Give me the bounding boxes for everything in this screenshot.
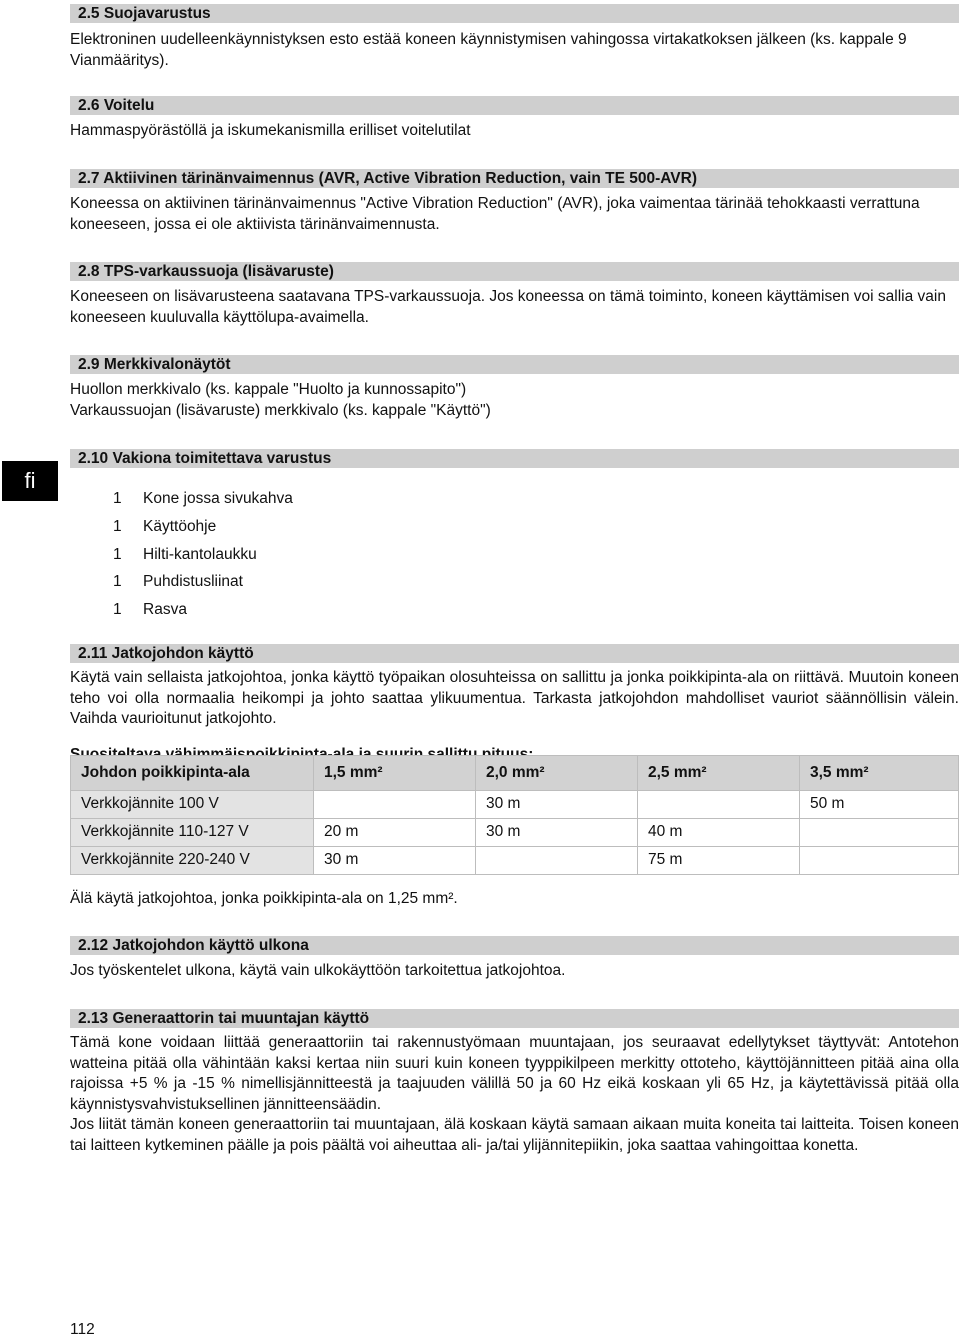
list-item	[70, 572, 959, 600]
section-2-12	[70, 936, 959, 997]
table-header-cell: 2,0 mm²	[476, 756, 638, 791]
section-2-7	[70, 169, 959, 251]
section-paragraph: Tämä kone voidaan liittää generaattoriin tai rakennustyömaan muuntajaan, jos seuraavat edellytykset täyttyvät: Antotehon watteina pitää olla vähintään kaksi kertaa niin suuri kuin koneen tyyppikilpeen merkitty ottoteho, käyttöjännitteen pitää aina olla rajoissa +5 % ja -15 % nimellisjännitteestä ja taajuuden välillä 50 ja 60 Hz eikä koskaan yli 65 Hz, ja käytettävissä pitää olla käynnistysvahvistuksellinen jännitteensäädin.	[70, 1034, 959, 1113]
section-2-5	[70, 4, 959, 87]
list-item	[70, 600, 959, 628]
language-tab: fi	[2, 461, 58, 501]
table-row	[71, 847, 959, 875]
section-2-11	[70, 644, 959, 766]
table-cell	[314, 791, 476, 819]
table-cell: Verkkojännite 100 V	[71, 791, 314, 819]
section-heading: 2.9 Merkkivalonäytöt	[70, 355, 959, 374]
section-2-13	[70, 1009, 959, 1157]
section-heading: 2.11 Jatkojohdon käyttö	[70, 644, 959, 663]
table-header-row	[71, 756, 959, 791]
table-note: Älä käytä jatkojohtoa, jonka poikkipinta-ala on 1,25 mm².	[70, 890, 458, 907]
table-cell: 75 m	[638, 847, 800, 875]
table-cell	[800, 819, 959, 847]
item-label: Hilti-kantolaukku	[143, 545, 257, 563]
section-text: Koneessa on aktiivinen tärinänvaimennus "Active Vibration Reduction" (AVR), joka vaimentaa tärinää tehokkaasti verrattuna koneeseen, jossa ei ole aktiivista tärinänvaimennusta.	[70, 195, 920, 233]
item-label: Puhdistusliinat	[143, 573, 243, 591]
list-item	[70, 489, 959, 517]
table-row	[71, 791, 959, 819]
section-heading: 2.8 TPS-varkaussuoja (lisävaruste)	[70, 262, 959, 281]
table-cell	[638, 791, 800, 819]
section-2-9	[70, 355, 959, 421]
section-text: Koneeseen on lisävarusteena saatavana TPS-varkaussuoja. Jos koneessa on tämä toiminto, koneen käyttämisen voi sallia vain koneeseen kuuluvalla käyttölupa-avaimella.	[70, 288, 946, 326]
table-note-block	[70, 889, 959, 910]
table-header-cell: 1,5 mm²	[314, 756, 476, 791]
section-heading: 2.10 Vakiona toimitettava varustus	[70, 449, 959, 468]
table-cell: 50 m	[800, 791, 959, 819]
table-header-cell: 2,5 mm²	[638, 756, 800, 791]
item-quantity: 1	[113, 573, 122, 591]
indicator-line: Huollon merkkivalo (ks. kappale "Huolto ja kunnossapito")	[70, 381, 467, 398]
table-cell: 20 m	[314, 819, 476, 847]
table-cell: 30 m	[476, 819, 638, 847]
item-quantity: 1	[113, 545, 122, 563]
list-item	[70, 517, 959, 545]
section-heading: 2.6 Voitelu	[70, 96, 959, 115]
standard-equipment-list	[70, 489, 959, 628]
section-2-8	[70, 262, 959, 344]
table-header-cell: 3,5 mm²	[800, 756, 959, 791]
table-cell: Verkkojännite 110-127 V	[71, 819, 314, 847]
section-text: Elektroninen uudelleenkäynnistyksen esto estää koneen käynnistymisen vahingossa virtakatkoksen jälkeen (ks. kappale 9 Vianmääritys).	[70, 31, 907, 69]
section-heading: 2.7 Aktiivinen tärinänvaimennus (AVR, Active Vibration Reduction, vain TE 500-AVR)	[70, 169, 959, 188]
table-row	[71, 819, 959, 847]
item-quantity: 1	[113, 490, 122, 507]
table-cell	[476, 847, 638, 875]
section-2-10	[70, 449, 959, 628]
table-cell	[800, 847, 959, 875]
list-item	[70, 545, 959, 573]
item-label: Kone jossa sivukahva	[143, 490, 293, 507]
table-cell: 40 m	[638, 819, 800, 847]
table-cell: 30 m	[314, 847, 476, 875]
page-number: 112	[70, 1321, 95, 1338]
section-2-6	[70, 96, 959, 157]
extension-cord-table	[70, 755, 959, 875]
section-heading: 2.12 Jatkojohdon käyttö ulkona	[70, 936, 959, 955]
item-label: Käyttöohje	[143, 517, 217, 535]
section-text: Käytä vain sellaista jatkojohtoa, jonka käyttö työpaikan olosuhteissa on sallittu ja jonka poikkipinta-ala on riittävä. Muutoin koneen teho voi olla normaalia heikompi ja johto saattaa ylikuumentua. Tarkasta jatkojohdon mahdolliset vauriot säännöllisin välein. Vaihda vaurioitunut jatkojohto.	[70, 669, 959, 728]
table-cell: 30 m	[476, 791, 638, 819]
table-cell: Verkkojännite 220-240 V	[71, 847, 314, 875]
item-quantity: 1	[113, 601, 122, 619]
section-text: Hammaspyörästöllä ja iskumekanismilla erilliset voitelutilat	[70, 122, 471, 139]
section-text: Jos työskentelet ulkona, käytä vain ulkokäyttöön tarkoitettua jatkojohtoa.	[70, 962, 566, 979]
item-label: Rasva	[143, 601, 187, 619]
section-paragraph: Jos liität tämän koneen generaattoriin tai muuntajaan, älä koskaan käytä samaan aikaan muita koneita tai laitteita. Toisen koneen tai laitteen kytkeminen päälle ja pois päältä voi aiheuttaa ali- ja/tai ylijännitepiikin, joka saattaa vahingoittaa konetta.	[70, 1116, 959, 1154]
indicator-line: Varkaussuojan (lisävaruste) merkkivalo (ks. kappale "Käyttö")	[70, 401, 491, 419]
item-quantity: 1	[113, 517, 122, 535]
table-header-cell: Johdon poikkipinta-ala	[71, 756, 314, 791]
section-heading: 2.5 Suojavarustus	[70, 4, 959, 23]
section-heading: 2.13 Generaattorin tai muuntajan käyttö	[70, 1009, 959, 1028]
